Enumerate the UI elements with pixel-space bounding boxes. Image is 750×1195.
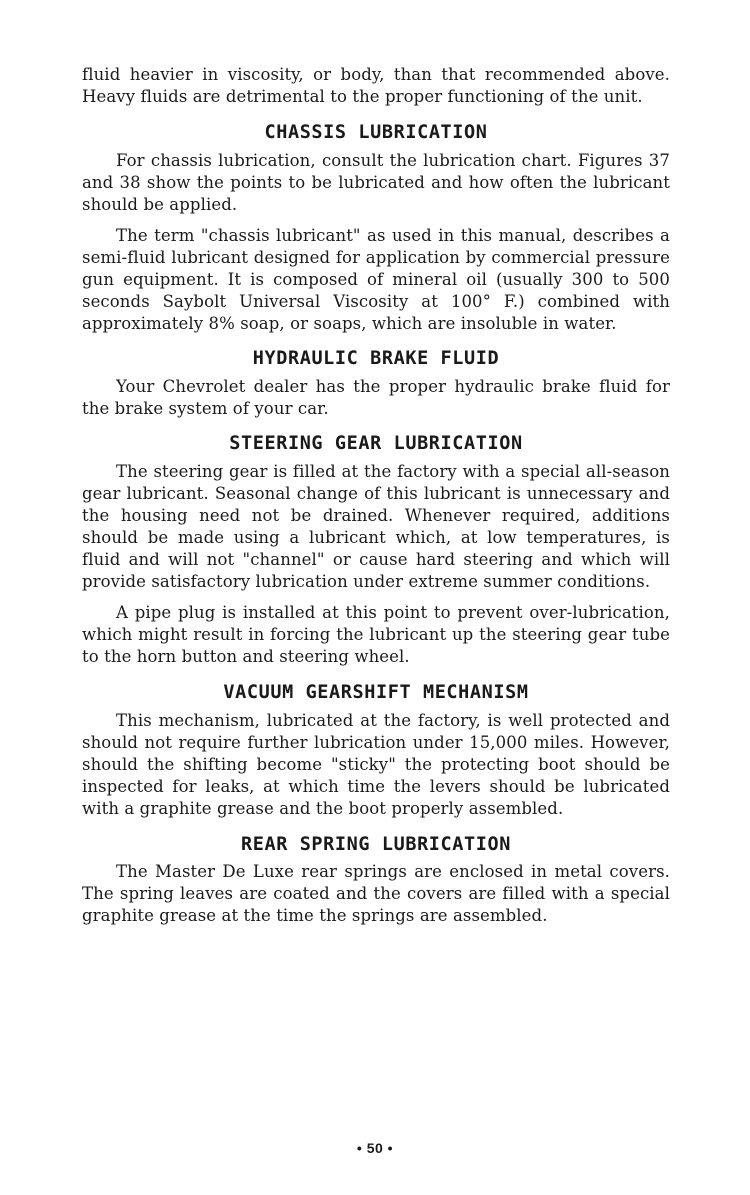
paragraph: Your Chevrolet dealer has the proper hydraulic brake fluid for the brake system of your car. (82, 377, 670, 418)
heading-steering-gear-lubrication: STEERING GEAR LUBRICATION (229, 433, 523, 454)
section-vacuum-gearshift-mechanism (82, 682, 670, 820)
paragraph: The steering gear is filled at the factory with a special all-season gear lubricant. Seasonal change of this lubricant is unnecessary and the housing need not be drained. Whenever required, additions should be made using a lubricant which, at low temperatures, is fluid and will not "channel" or cause hard steering and which will provide satisfactory lubrication under extreme summer conditions. (82, 462, 670, 591)
paragraph: This mechanism, lubricated at the factory, is well protected and should not require further lubrication under 15,000 miles. However, should the shifting become "sticky" the protecting boot should be inspected for leaks, at which time the levers should be lubricated with a graphite grease and the boot properly assembled. (82, 711, 670, 818)
section-rear-spring-lubrication (82, 834, 670, 927)
section-steering-gear-lubrication (82, 433, 670, 668)
heading-hydraulic-brake-fluid: HYDRAULIC BRAKE FLUID (252, 348, 500, 369)
paragraph: A pipe plug is installed at this point to prevent over-lubrication, which might result in forcing the lubricant up the steering gear tube to the horn button and steering wheel. (82, 603, 670, 666)
paragraph: For chassis lubrication, consult the lubrication chart. Figures 37 and 38 show the points to be lubricated and how often the lubricant should be applied. (82, 151, 670, 214)
paragraph: The term "chassis lubricant" as used in this manual, describes a semi-fluid lubricant designed for application by commercial pressure gun equipment. It is composed of mineral oil (usually 300 to 500 seconds Saybolt Universal Viscosity at 100° F.) combined with approximately 8% soap, or soaps, which are insoluble in water. (82, 226, 670, 333)
heading-vacuum-gearshift-mechanism: VACUUM GEARSHIFT MECHANISM (223, 682, 529, 703)
section-chassis-lubrication (82, 122, 670, 335)
intro-paragraph: fluid heavier in viscosity, or body, than that recommended above. Heavy fluids are detrimental to the proper functioning of the unit. (82, 65, 670, 106)
paragraph: The Master De Luxe rear springs are enclosed in metal covers. The spring leaves are coated and the covers are filled with a special graphite grease at the time the springs are assembled. (82, 862, 670, 925)
section-hydraulic-brake-fluid (82, 348, 670, 420)
page-number: • 50 • (356, 1140, 394, 1156)
heading-chassis-lubrication: CHASSIS LUBRICATION (264, 122, 488, 143)
document-page (82, 64, 670, 927)
heading-rear-spring-lubrication: REAR SPRING LUBRICATION (241, 834, 511, 855)
